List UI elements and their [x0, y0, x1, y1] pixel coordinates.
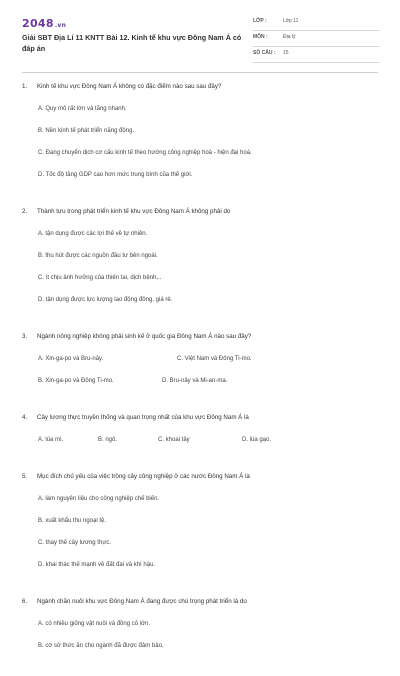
answer-text: B. xuất khẩu thu ngoại tệ. [38, 518, 107, 524]
question-number: 3. [22, 333, 28, 340]
answer-option[interactable] [22, 228, 382, 250]
question-number: 2. [22, 208, 28, 215]
answer-option[interactable] [22, 103, 382, 125]
meta-value: 15 [283, 50, 289, 56]
answer-option[interactable]: D. lúa gạo. [242, 437, 272, 443]
question-text: Thành tựu trong phát triển kinh tế khu vực Đông Nam Á không phải do [37, 208, 231, 215]
answer-text: C. thay thế cây lương thực. [38, 540, 111, 546]
document-header [0, 0, 400, 70]
question-text: Cây lương thực truyền thống và quan trọng nhất của khu vực Đông Nam Á là [37, 414, 249, 421]
meta-label: LỚP : [253, 18, 267, 24]
question-list [22, 80, 382, 676]
question-stem [22, 411, 382, 434]
answer-text: D. tận dụng được lực lượng lao động đông, giá rẻ. [38, 297, 173, 303]
question-number: 4. [22, 414, 28, 421]
question-number: 6. [22, 598, 28, 605]
question-stem [22, 80, 382, 103]
question-stem [22, 595, 382, 618]
answer-text: D. khai thác thế mạnh về đất đai và khí hậu. [38, 562, 156, 568]
question-6 [22, 595, 382, 662]
answer-text: A. làm nguyên liệu cho công nghiệp chế biến. [38, 496, 160, 502]
page-title: Giải SBT Địa Lí 11 KNTT Bài 12. Kinh tế khu vực Đông Nam Á có đáp án [22, 33, 242, 53]
answer-row [22, 353, 382, 375]
answer-option[interactable] [22, 250, 382, 272]
answer-option[interactable]: B. Xin-ga-po và Đông Ti-mo. [38, 378, 114, 384]
answer-text: A. có nhiều giống vật nuôi và đồng cỏ lớn. [38, 621, 151, 627]
answer-text: C. ít chịu ảnh hưởng của thiên tai, dịch bệnh,.. [38, 275, 162, 281]
question-2 [22, 205, 382, 316]
meta-value: Lớp 11 [283, 18, 299, 24]
answer-option[interactable]: D. Bru-nây và Mi-an-ma. [162, 378, 228, 384]
answer-row [22, 375, 382, 397]
answer-text: A. tận dụng được các lợi thế về tự nhiên. [38, 231, 148, 237]
answer-option[interactable] [22, 537, 382, 559]
meta-row-grade [252, 15, 380, 31]
answer-option[interactable] [22, 147, 382, 169]
question-4 [22, 411, 382, 456]
meta-row-subject [252, 31, 380, 47]
question-stem [22, 470, 382, 493]
answer-option[interactable]: A. lúa mì. [38, 437, 64, 443]
answer-option[interactable] [22, 559, 382, 581]
answer-text: D. Tốc độ tăng GDP cao hơn mức trung bình của thế giới. [38, 172, 193, 178]
question-number: 1. [22, 83, 28, 90]
meta-label: MÔN : [253, 34, 268, 40]
question-text: Mục đích chủ yếu của việc trồng cây công nghiệp ở các nước Đông Nam Á là [37, 473, 250, 480]
question-number: 5. [22, 473, 28, 480]
answer-text: B. thu hút được các nguồn đầu tư bên ngoài. [38, 253, 158, 259]
answer-text: B. cơ sở thức ăn cho ngành đã được đảm bảo. [38, 643, 164, 649]
answer-option[interactable] [22, 493, 382, 515]
question-stem [22, 205, 382, 228]
question-text: Kinh tế khu vực Đông Nam Á không có đặc điểm nào sau sau đây? [37, 83, 222, 90]
meta-row-count [252, 47, 380, 63]
meta-label: SỐ CÂU : [253, 50, 276, 56]
answer-text: B. Nền kinh tế phát triển năng động. [38, 128, 135, 134]
question-5 [22, 470, 382, 581]
question-3 [22, 330, 382, 397]
answer-option[interactable]: C. khoai tây [158, 437, 190, 443]
site-logo[interactable] [22, 17, 66, 30]
answer-option[interactable] [22, 515, 382, 537]
answer-option[interactable] [22, 618, 382, 640]
answer-option[interactable]: A. Xin-ga-po và Bru-nây. [38, 356, 104, 362]
question-text: Ngành chăn nuôi khu vực Đông Nam Á đang được chú trọng phát triển là do [37, 598, 247, 605]
answer-option[interactable]: B. ngô. [98, 437, 118, 443]
logo-main: 2048 [22, 17, 54, 30]
answer-text: C. Đang chuyển dịch cơ cấu kinh tế theo hướng công nghiệp hoá - hiện đại hoá. [38, 150, 252, 156]
answer-row [22, 434, 382, 456]
answer-option[interactable] [22, 169, 382, 191]
question-1 [22, 80, 382, 191]
meta-value: Địa lý [283, 34, 296, 40]
answer-text: A. Quy mô rất lớn và tăng nhanh. [38, 106, 127, 112]
answer-option[interactable] [22, 125, 382, 147]
question-stem [22, 330, 382, 353]
logo-suffix: .vn [54, 22, 67, 29]
header-divider [22, 72, 378, 73]
question-text: Ngành nông nghiệp không phải sinh kế ở quốc gia Đông Nam Á nào sau đây? [37, 333, 252, 340]
answer-option[interactable] [22, 272, 382, 294]
answer-option[interactable] [22, 640, 382, 662]
meta-table [252, 15, 380, 63]
answer-option[interactable]: C. Việt Nam và Đông Ti-mo. [177, 356, 252, 362]
answer-option[interactable] [22, 294, 382, 316]
